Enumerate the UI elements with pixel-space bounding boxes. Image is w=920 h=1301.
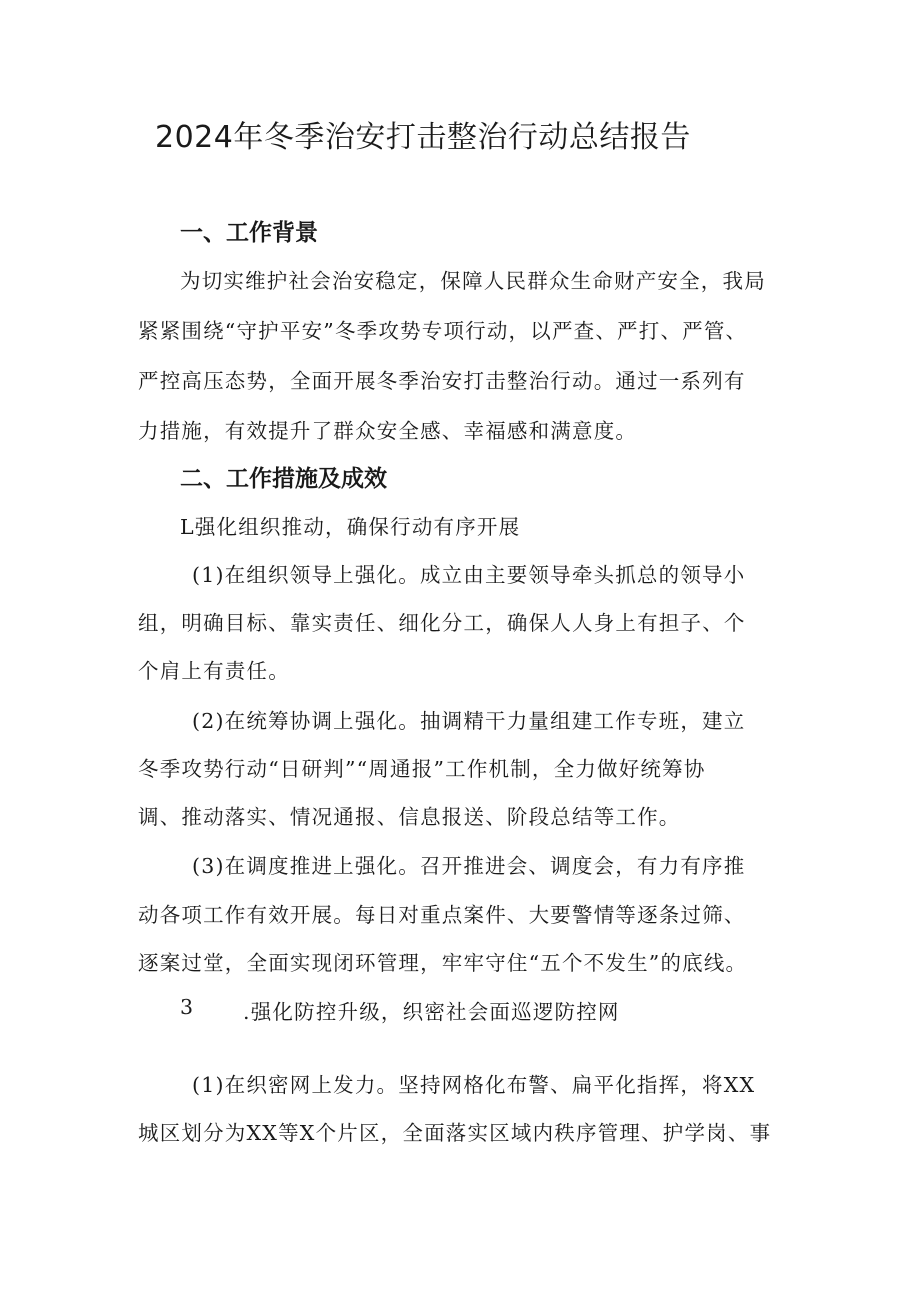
paragraph-line: 严控高压态势，全面开展冬季治安打击整治行动。通过一系列有	[138, 369, 746, 393]
paragraph-line: 为切实维护社会治安稳定，保障人民群众生命财产安全，我局	[180, 269, 766, 293]
item-line: (2)在统筹协调上强化。抽调精干力量组建工作专班，建立	[192, 709, 746, 733]
paragraph-line: 紧紧围绕“守护平安”冬季攻势专项行动，以严查、严打、严管、	[138, 319, 748, 343]
subheading-prevention: .强化防控升级，织密社会面巡逻防控网	[243, 1000, 620, 1024]
paragraph-line: 力措施，有效提升了群众安全感、幸福感和满意度。	[138, 419, 638, 443]
item-line: 调、推动落实、情况通报、信息报送、阶段总结等工作。	[138, 805, 681, 829]
subheading-organization: L强化组织推动，确保行动有序开展	[180, 515, 521, 539]
item-line: (1)在织密网上发力。坚持网格化布警、扁平化指挥，将XX	[192, 1073, 756, 1097]
item-line: 冬季攻势行动“日研判”“周通报”工作机制，全力做好统筹协	[138, 757, 706, 781]
item-line: 个肩上有责任。	[138, 659, 290, 683]
item-line: (3)在调度推进上强化。召开推进会、调度会，有力有序推	[192, 854, 746, 878]
item-line: (1)在组织领导上强化。成立由主要领导牵头抓总的领导小	[192, 563, 746, 587]
section-heading-background: 一、工作背景	[180, 220, 318, 246]
item-line: 组，明确目标、靠实责任、细化分工，确保人人身上有担子、个	[138, 611, 746, 635]
item-line: 逐案过堂，全面实现闭环管理，牢牢守住“五个不发生”的底线。	[138, 951, 748, 975]
document-title: 2024年冬季治安打击整治行动总结报告	[155, 120, 691, 155]
item-line: 城区划分为XX等X个片区，全面落实区域内秩序管理、护学岗、事	[138, 1121, 772, 1145]
subheading-number: 3	[180, 995, 194, 1019]
section-heading-measures: 二、工作措施及成效	[180, 466, 387, 492]
item-line: 动各项工作有效开展。每日对重点案件、大要警情等逐条过筛、	[138, 903, 746, 927]
